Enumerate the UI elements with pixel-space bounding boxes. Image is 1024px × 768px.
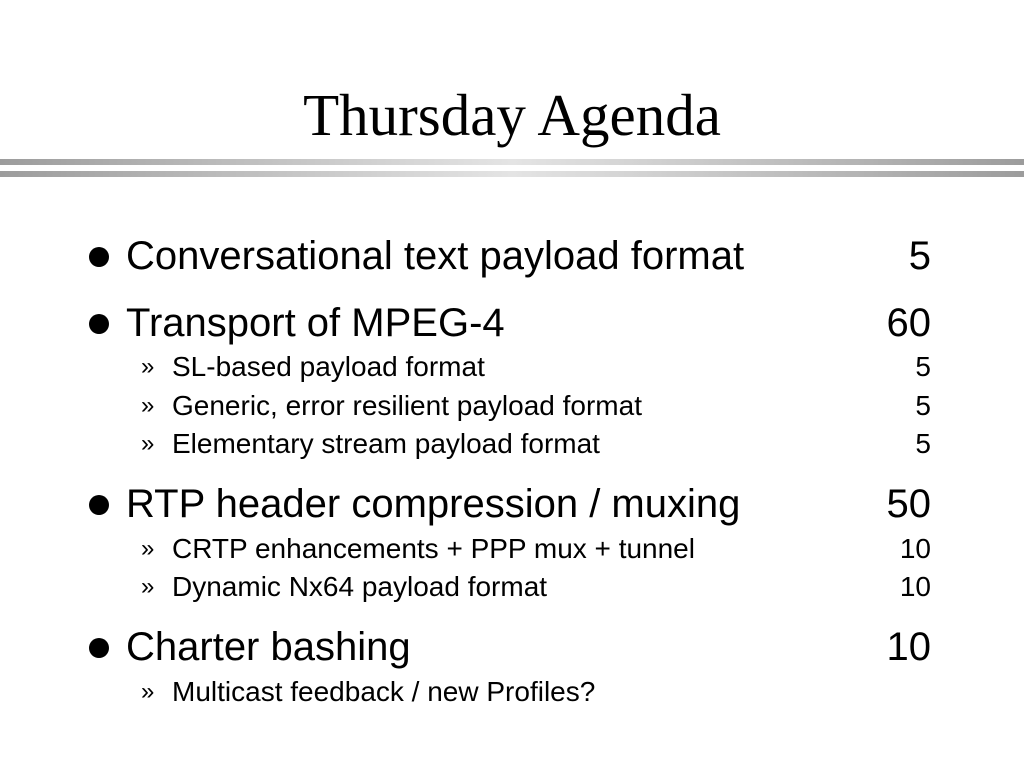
agenda-subitem-minutes: 5 [915, 390, 931, 421]
sub-marker-icon: » [141, 353, 155, 380]
agenda-subitem-minutes: 10 [899, 533, 931, 564]
agenda-subitem [0, 425, 1024, 463]
agenda-subitem-label: Generic, error resilient payload format [172, 390, 642, 421]
agenda-item-minutes: 10 [886, 625, 931, 669]
agenda-subitem-label: Multicast feedback / new Profiles? [172, 676, 596, 707]
agenda-subitem-label: Dynamic Nx64 payload format [172, 571, 548, 602]
bullet-icon [89, 495, 109, 515]
agenda-subitem-label: Elementary stream payload format [172, 428, 600, 459]
agenda-item-minutes: 50 [886, 482, 931, 526]
sub-marker-icon: » [141, 430, 155, 457]
slide-title: Thursday Agenda [303, 82, 721, 148]
agenda-subitem [0, 568, 1024, 606]
agenda-subitem-label: SL-based payload format [172, 351, 485, 382]
agenda-item [0, 297, 1024, 349]
agenda-item [0, 478, 1024, 530]
agenda-subitem-minutes: 10 [899, 571, 931, 602]
agenda-subitem-label: CRTP enhancements + PPP mux + tunnel [172, 533, 695, 564]
agenda-subitem [0, 387, 1024, 425]
agenda-item-label: Transport of MPEG-4 [126, 301, 505, 345]
sub-marker-icon: » [141, 678, 155, 705]
agenda-subitem-minutes: 5 [915, 351, 931, 382]
agenda-item-label: RTP header compression / muxing [126, 482, 741, 526]
agenda-item [0, 621, 1024, 673]
agenda-item-minutes: 60 [886, 301, 931, 345]
agenda-subitem [0, 530, 1024, 568]
agenda-item [0, 230, 1024, 282]
agenda-item-label: Charter bashing [126, 625, 411, 669]
agenda-item-label: Conversational text payload format [126, 234, 745, 278]
agenda-subitem [0, 348, 1024, 386]
agenda-subitem [0, 673, 1024, 711]
sub-marker-icon: » [141, 573, 155, 600]
agenda-subitem-minutes: 5 [915, 428, 931, 459]
sub-marker-icon: » [141, 535, 155, 562]
agenda-item-minutes: 5 [908, 234, 931, 278]
bullet-icon [89, 638, 109, 658]
bullet-icon [89, 314, 109, 334]
sub-marker-icon: » [141, 392, 155, 419]
bullet-icon [89, 247, 109, 267]
